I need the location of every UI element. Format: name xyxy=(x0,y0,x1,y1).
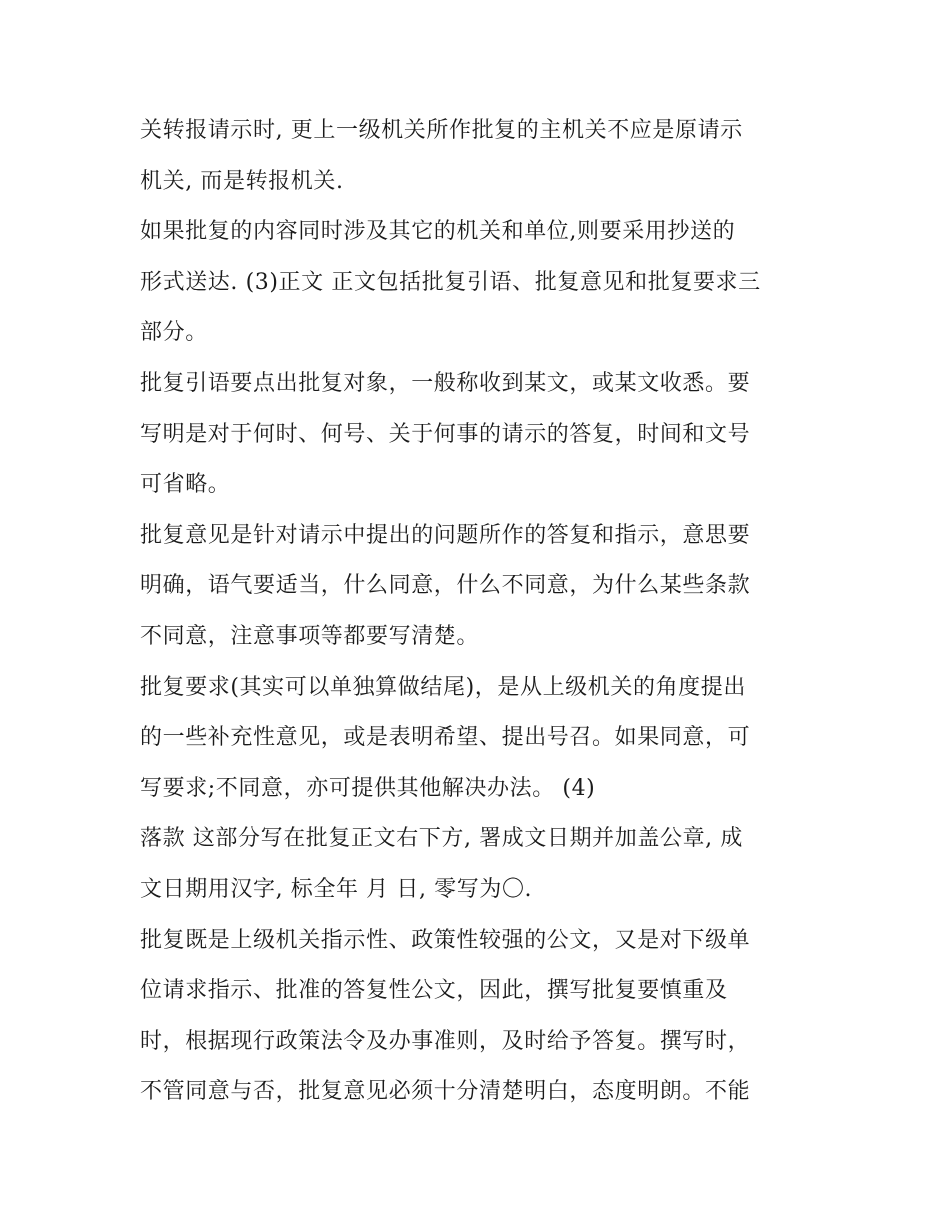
text-line: 落款 这部分写在批复正文右下方, 署成文日期并加盖公章, 成 xyxy=(140,826,743,852)
text-line: 批复要求(其实可以单独算做结尾)，是从上级机关的角度提出 xyxy=(140,674,746,700)
text-line: 机关, 而是转报机关. xyxy=(140,168,344,194)
text-line: 可省略。 xyxy=(140,472,231,498)
text-line: 位请求指示、批准的答复性公文，因此，撰写批复要慎重及 xyxy=(140,978,728,1004)
text-line: 批复引语要点出批复对象，一般称收到某文，或某文收悉。要 xyxy=(140,370,751,396)
text-line: 时，根据现行政策法令及办事准则，及时给予答复。撰写时， xyxy=(140,1028,751,1054)
text-line: 不管同意与否，批复意见必须十分清楚明白，态度明朗。不能 xyxy=(140,1079,751,1105)
text-line: 不同意，注意事项等都要写清楚。 xyxy=(140,623,480,649)
text-line: 文日期用汉字, 标全年 月 日, 零写为〇. xyxy=(140,876,533,902)
text-line: 批复既是上级机关指示性、政策性较强的公文，又是对下级单 xyxy=(140,927,751,953)
text-line: 批复意见是针对请示中提出的问题所作的答复和指示，意思要 xyxy=(140,522,751,548)
text-line: 写要求;不同意，亦可提供其他解决办法。 (4) xyxy=(140,775,596,801)
text-line: 关转报请示时, 更上一级机关所作批复的主机关不应是原请示 xyxy=(140,118,743,143)
text-line: 明确，语气要适当，什么同意，什么不同意，为什么某些条款 xyxy=(140,573,751,599)
text-line: 的一些补充性意见，或是表明希望、提出号召。如果同意，可 xyxy=(140,725,751,751)
text-line: 如果批复的内容同时涉及其它的机关和单位,则要采用抄送的 xyxy=(140,219,736,245)
text-line: 形式送达. (3)正文 正文包括批复引语、批复意见和批复要求三 xyxy=(140,269,761,295)
text-line: 部分。 xyxy=(140,320,208,346)
text-line: 写明是对于何时、何号、关于何事的请示的答复，时间和文号 xyxy=(140,421,751,447)
body-text xyxy=(140,106,830,1118)
